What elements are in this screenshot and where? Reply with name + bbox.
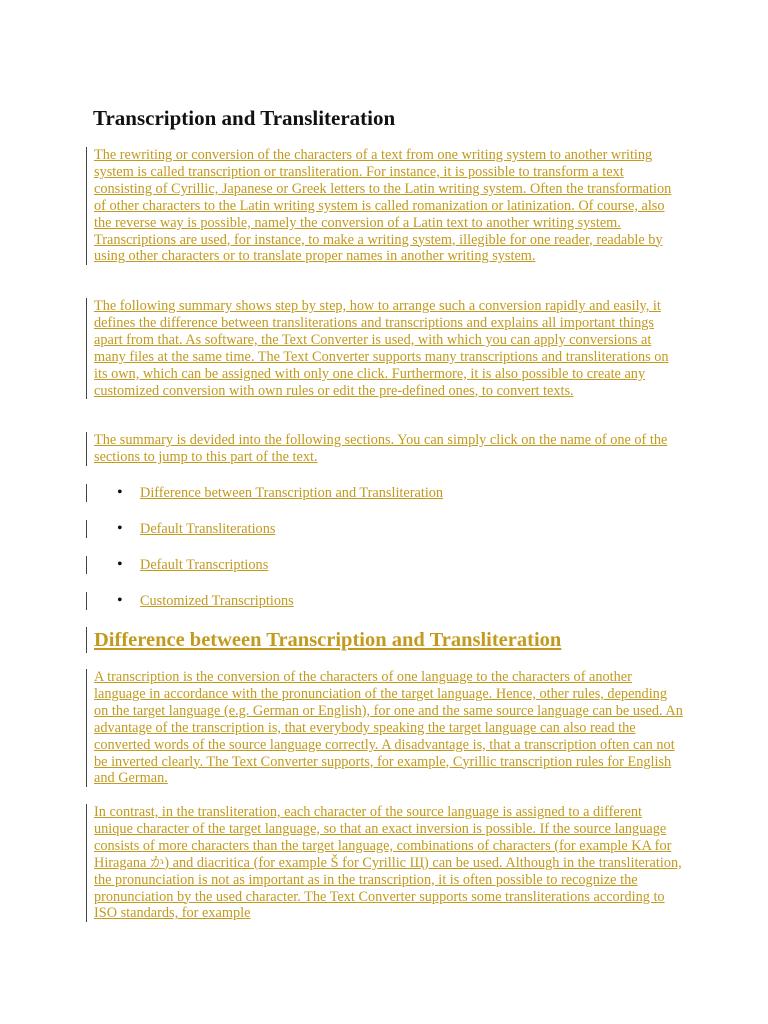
section-paragraph-1[interactable]: A transcription is the conversion of the characters of one language to the characters of another language in accordance with the pronunciation of the target language. Hence, other rules, depending on the target language (e.g. German or English), for one and the same source language can be used. An advantage of the transcription is, that everybody speaking the target language can also read the converted words of the source language correctly. A disadvantage is, that a transcription often can not be inverted clearly. The Text Converter supports, for example, Cyrillic transcription rules for English and German. <box>86 669 684 787</box>
toc-item-default-transliterations <box>86 520 507 538</box>
document-title: Transcription and Transliteration <box>93 106 396 130</box>
toc-link-customized-transcriptions[interactable]: Customized Transcriptions <box>140 593 294 609</box>
bullet-icon: • <box>117 592 123 609</box>
intro-paragraph-1[interactable]: The rewriting or conversion of the characters of a text from one writing system to another writing system is called transcription or transliteration. For instance, it is possible to transform a text consisting of Cyrillic, Japanese or Greek letters to the Latin writing system. Often the transformation of other characters to the Latin writing system is called romanization or latinization. Of course, also the reverse way is possible, namely the conversion of a Latin text to another writing system. Transcriptions are used, for instance, to make a writing system, illegible for one reader, readable by using other characters or to translate proper names in another writing system. <box>86 147 684 265</box>
intro-paragraph-2[interactable]: The following summary shows step by step, how to arrange such a conversion rapidly and easily, it defines the difference between transliterations and transcriptions and explains all important things apart from that. As software, the Text Converter is used, with which you can apply conversions at many files at the same time. The Text Converter supports many transcriptions and transliterations on its own, which can be assigned with only one click. Furthermore, it is also possible to create any customized conversion with own rules or edit the pre-defined ones, to convert texts. <box>86 298 684 399</box>
toc-item-difference <box>86 484 507 502</box>
toc-link-default-transliterations[interactable]: Default Transliterations <box>140 521 276 537</box>
bullet-icon: • <box>117 556 123 573</box>
toc-link-default-transcriptions[interactable]: Default Transcriptions <box>140 557 269 573</box>
toc-link-difference[interactable]: Difference between Transcription and Transliteration <box>140 485 444 501</box>
bullet-icon: • <box>117 520 123 537</box>
toc-item-customized-transcriptions <box>86 592 507 610</box>
toc-item-default-transcriptions <box>86 556 507 574</box>
intro-paragraph-3[interactable]: The summary is devided into the following sections. You can simply click on the name of one of the sections to jump to this part of the text. <box>86 432 684 466</box>
section-paragraph-2[interactable]: In contrast, in the transliteration, each character of the source language is assigned to a different unique character of the target language, so that an exact inversion is possible. If the source language consists of more characters than the target language, combinations of characters (for example KA for Hiragana か) and diacritica (for example Š for Cyrillic Щ) can be used. Although in the transliteration, the pronunciation is not as important as in the transcription, it is often possible to recognize the pronunciation by the used character. The Text Converter supports some transliterations according to ISO standards, for example <box>86 804 684 922</box>
section-heading-difference[interactable]: Difference between Transcription and Transliteration <box>86 627 684 653</box>
bullet-icon: • <box>117 484 123 501</box>
